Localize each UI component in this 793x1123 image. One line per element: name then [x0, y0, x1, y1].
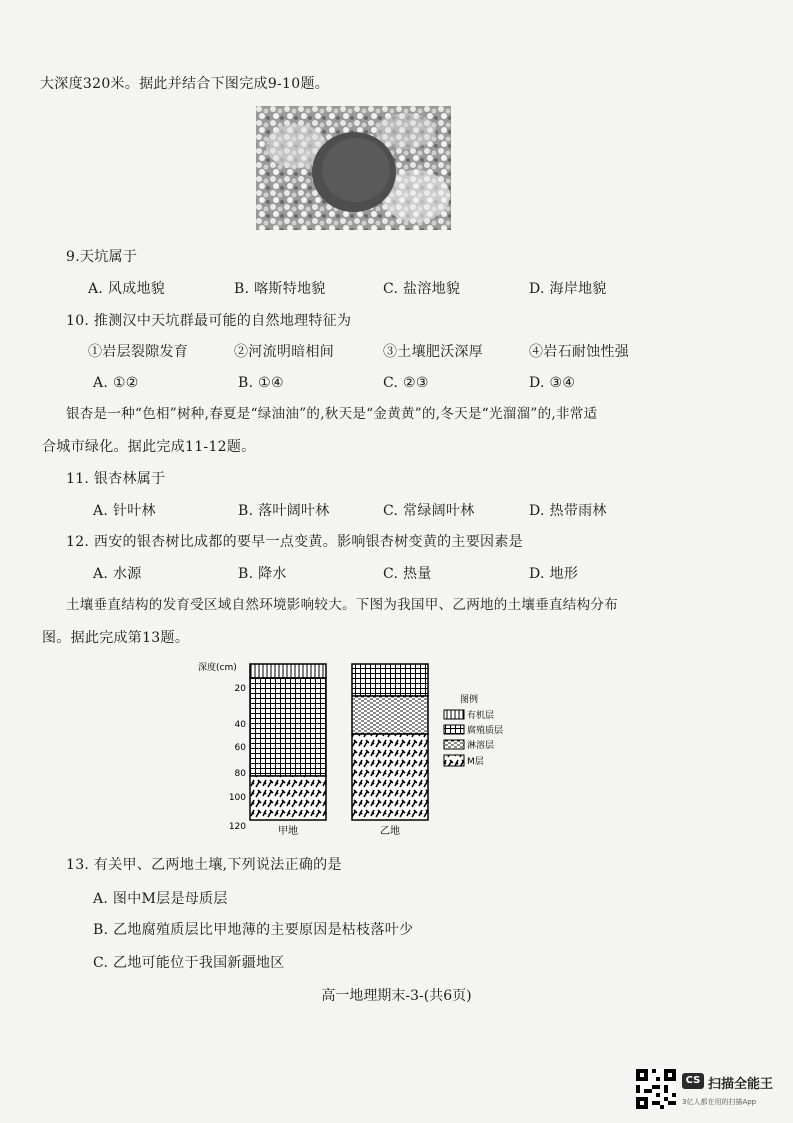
- q10-option-d: D. ③④: [529, 375, 576, 391]
- column-a-humus-layer: [250, 678, 326, 776]
- column-b-eluvial-layer: [352, 696, 428, 734]
- q12-option-b: B. 降水: [238, 566, 287, 582]
- site-b-label: 乙地: [380, 826, 400, 837]
- scanner-logo: CS: [682, 1073, 704, 1089]
- legend-swatch-humus: [444, 725, 464, 734]
- q10-option-a: A. ①②: [93, 375, 139, 391]
- column-b-humus-layer: [352, 664, 428, 696]
- q12-option-a: A. 水源: [93, 566, 142, 582]
- ginkgo-intro-line2: 合城市绿化。据此完成11-12题。: [42, 439, 256, 455]
- q10-statement-3: ③土壤肥沃深厚: [383, 344, 484, 360]
- legend-eluvial: 淋溶层: [467, 741, 495, 751]
- q13-option-b: B. 乙地腐殖质层比甲地薄的主要原因是枯枝落叶少: [93, 922, 414, 938]
- legend-humus: 腐殖质层: [467, 726, 504, 736]
- y-tick-60: 60: [234, 743, 246, 753]
- y-tick-80: 80: [234, 769, 246, 779]
- q11-option-d: D. 热带雨林: [529, 503, 607, 519]
- q10-stem: 10. 推测汉中天坑群最可能的自然地理特征为: [66, 313, 352, 329]
- y-tick-120: 120: [228, 822, 246, 832]
- q13-option-c: C. 乙地可能位于我国新疆地区: [93, 955, 285, 971]
- legend-title: 图例: [460, 695, 479, 705]
- q12-option-c: C. 热量: [383, 566, 432, 582]
- legend-m: M层: [467, 757, 484, 767]
- column-a-organic-layer: [250, 664, 326, 678]
- qr-code: [636, 1069, 676, 1109]
- legend-organic: 有机层: [467, 711, 495, 721]
- q13-option-a: A. 图中M层是母质层: [93, 891, 228, 907]
- legend-swatch-organic: [444, 710, 464, 719]
- q11-stem: 11. 银杏林属于: [66, 471, 166, 487]
- y-axis-title: 深度(cm): [198, 663, 237, 673]
- q12-stem: 12. 西安的银杏树比成都的要早一点变黄。影响银杏树变黄的主要因素是: [66, 534, 523, 550]
- q9-option-b: B. 喀斯特地貌: [234, 281, 326, 297]
- scanner-subtitle: 3亿人都在用的扫描App: [682, 1098, 757, 1106]
- q9-option-d: D. 海岸地貌: [529, 281, 607, 297]
- q11-option-a: A. 针叶林: [93, 503, 156, 519]
- q10-statement-2: ②河流明暗相间: [234, 344, 335, 360]
- soil-profile-diagram: [190, 658, 530, 848]
- q11-option-c: C. 常绿阔叶林: [383, 503, 475, 519]
- q9-option-a: A. 风成地貌: [88, 281, 166, 297]
- q10-statement-1: ①岩层裂隙发育: [88, 344, 189, 360]
- q11-option-b: B. 落叶阔叶林: [238, 503, 330, 519]
- soil-column-b: [352, 664, 428, 820]
- soil-intro-line2: 图。据此完成第13题。: [42, 630, 190, 646]
- q9-stem: 9.天坑属于: [66, 249, 138, 265]
- y-tick-20: 20: [234, 684, 246, 694]
- q12-option-d: D. 地形: [529, 566, 579, 582]
- scanner-title: 扫描全能王: [708, 1077, 774, 1092]
- q13-stem: 13. 有关甲、乙两地土壤,下列说法正确的是: [66, 857, 342, 873]
- intro-line: 大深度320米。据此并结合下图完成9-10题。: [40, 76, 330, 92]
- q9-option-c: C. 盐溶地貌: [383, 281, 461, 297]
- column-a-m-layer: [250, 776, 326, 820]
- site-a-label: 甲地: [278, 826, 298, 837]
- diagram-legend: [444, 693, 503, 767]
- q10-statement-4: ④岩石耐蚀性强: [529, 344, 630, 360]
- sinkhole-photo: [256, 106, 451, 230]
- ginkgo-intro-line1: 银杏是一种“色相”树种,春夏是“绿油油”的,秋天是“金黄黄”的,冬天是“光溜溜”的,非常适: [66, 406, 598, 422]
- legend-swatch-m: [444, 755, 464, 766]
- q10-option-c: C. ②③: [383, 375, 429, 391]
- soil-column-a: [250, 664, 326, 820]
- page-footer: 高一地理期末-3-(共6页): [321, 988, 472, 1004]
- q10-option-b: B. ①④: [238, 375, 284, 391]
- soil-intro-line1: 土壤垂直结构的发育受区域自然环境影响较大。下图为我国甲、乙两地的土壤垂直结构分布: [66, 597, 618, 613]
- y-tick-40: 40: [234, 720, 246, 730]
- legend-swatch-eluvial: [444, 740, 464, 749]
- y-tick-100: 100: [228, 793, 246, 803]
- column-b-m-layer: [352, 734, 428, 820]
